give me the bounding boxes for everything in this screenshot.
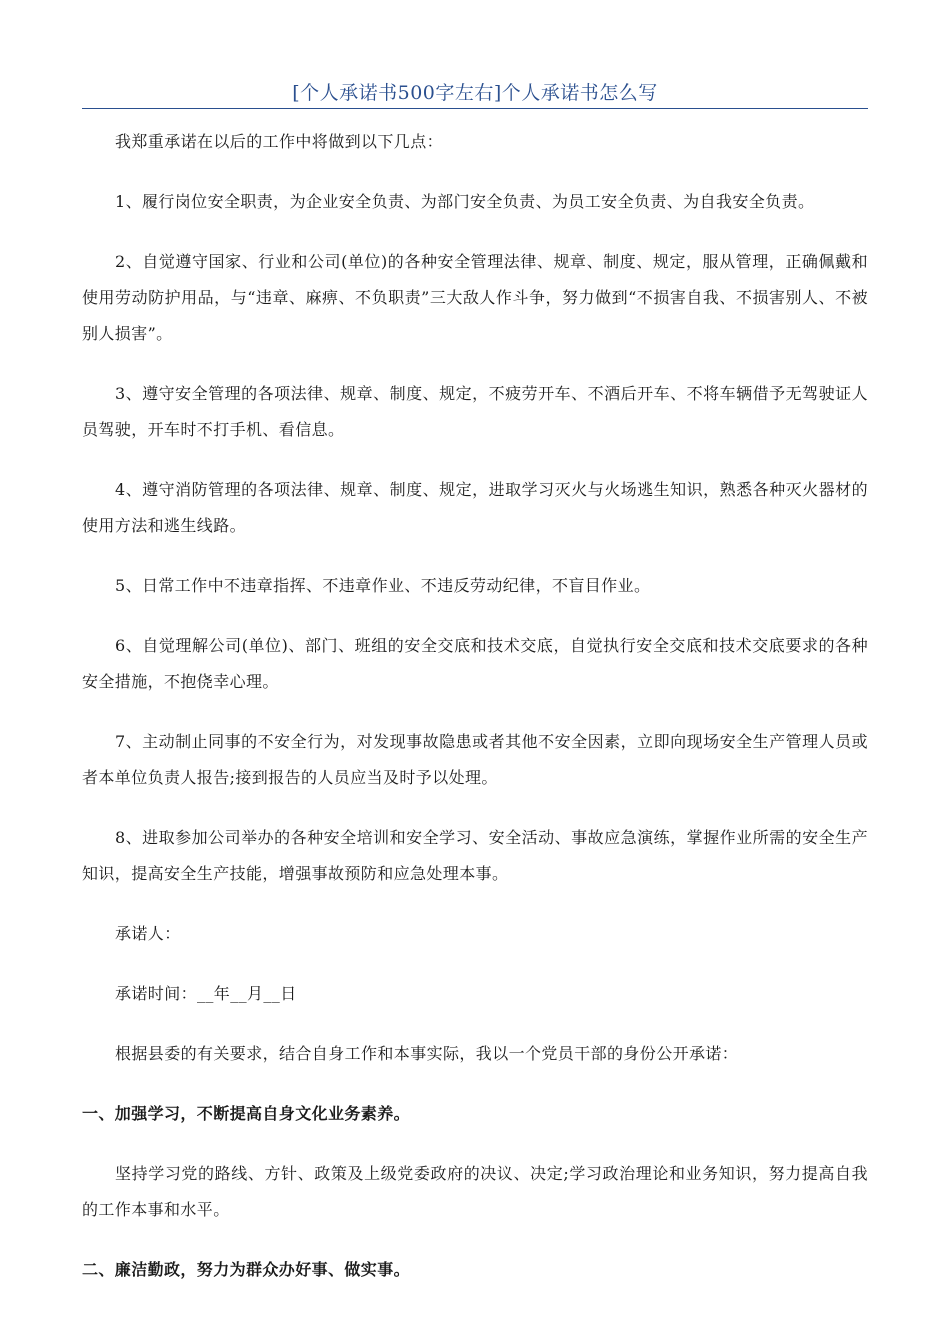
paragraph-item-3: 3、遵守安全管理的各项法律、规章、制度、规定，不疲劳开车、不酒后开车、不将车辆借予无驾驶证人员驾驶，开车时不打手机、看信息。 bbox=[82, 384, 868, 439]
section-heading-2: 二、廉洁勤政，努力为群众办好事、做实事。 bbox=[82, 1260, 411, 1279]
paragraph-item-5: 5、日常工作中不违章指挥、不违章作业、不违反劳动纪律，不盲目作业。 bbox=[115, 576, 651, 595]
paragraph-item-1: 1、履行岗位安全职责，为企业安全负责、为部门安全负责、为员工安全负责、为自我安全负责。 bbox=[115, 192, 815, 211]
paragraph-second-pledge-intro: 根据县委的有关要求，结合自身工作和本事实际，我以一个党员干部的身份公开承诺： bbox=[115, 1044, 739, 1063]
pledge-date-line: 承诺时间：__年__月__日 bbox=[115, 984, 297, 1003]
paragraph-intro: 我郑重承诺在以后的工作中将做到以下几点： bbox=[115, 132, 444, 151]
header-divider bbox=[82, 108, 868, 109]
paragraph-item-8: 8、进取参加公司举办的各种安全培训和安全学习、安全活动、事故应急演练，掌握作业所需的安全生产知识，提高安全生产技能，增强事故预防和应急处理本事。 bbox=[82, 828, 868, 883]
paragraph-item-2: 2、自觉遵守国家、行业和公司(单位)的各种安全管理法律、规章、制度、规定，服从管理，正确佩戴和使用劳动防护用品，与“违章、麻痹、不负职责”三大敌人作斗争，努力做到“不损害自我、不损害别人、不被别人损害”。 bbox=[82, 252, 868, 343]
paragraph-item-4: 4、遵守消防管理的各项法律、规章、制度、规定，进取学习灭火与火场逃生知识，熟悉各种灭火器材的使用方法和逃生线路。 bbox=[82, 480, 868, 535]
paragraph-section-1-body: 坚持学习党的路线、方针、政策及上级党委政府的决议、决定;学习政治理论和业务知识，努力提高自我的工作本事和水平。 bbox=[82, 1164, 868, 1219]
signatory-line: 承诺人： bbox=[115, 924, 181, 943]
paragraph-item-6: 6、自觉理解公司(单位)、部门、班组的安全交底和技术交底，自觉执行安全交底和技术交底要求的各种安全措施，不抱侥幸心理。 bbox=[82, 636, 868, 691]
section-heading-1: 一、加强学习，不断提高自身文化业务素养。 bbox=[82, 1104, 411, 1123]
document-body bbox=[82, 124, 868, 1312]
page-header-title: [个人承诺书500字左右]个人承诺书怎么写 bbox=[292, 82, 658, 104]
paragraph-item-7: 7、主动制止同事的不安全行为，对发现事故隐患或者其他不安全因素，立即向现场安全生产管理人员或者本单位负责人报告;接到报告的人员应当及时予以处理。 bbox=[82, 732, 868, 787]
